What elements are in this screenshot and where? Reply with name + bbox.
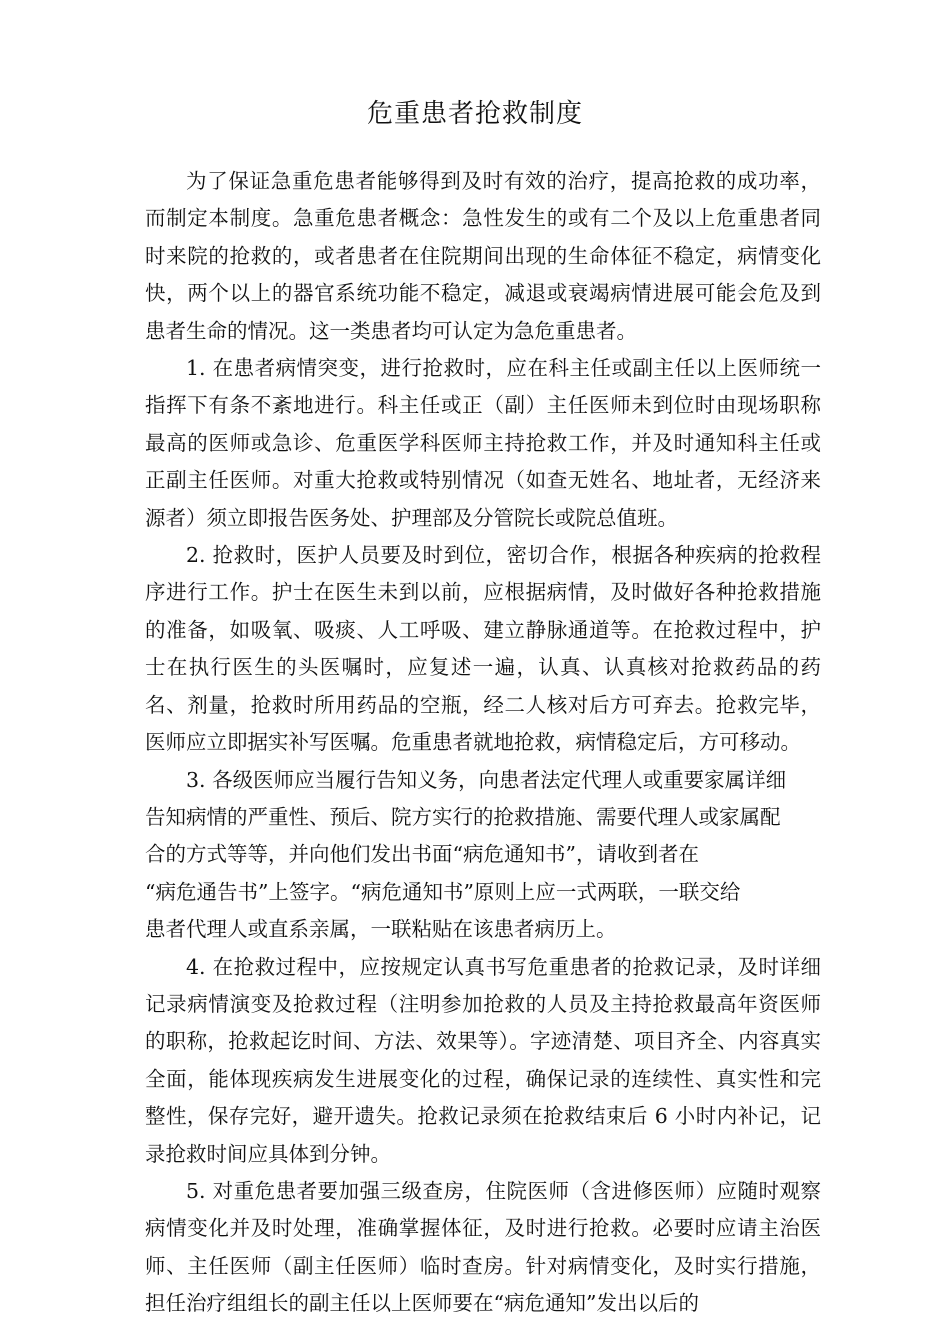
rule-3-line-2: 告知病情的严重性、预后、院方实行的抢救措施、需要代理人或家属配	[145, 804, 781, 829]
document-body	[145, 163, 821, 1323]
intro-paragraph: 为了保证急重危患者能够得到及时有效的治疗，提高抢救的成功率，而制定本制度。急重危患者概念：急性发生的或有二个及以上危重患者同时来院的抢救的，或者患者在住院期间出现的生命体征不稳定，病情变化快，两个以上的器官系统功能不稳定，减退或衰竭病情进展可能会危及到患者生命的情况。这一类患者均可认定为急危重患者。	[145, 169, 821, 343]
rule-5-paragraph: 5. 对重危患者要加强三级查房，住院医师（含进修医师）应随时观察病情变化并及时处理，准确掌握体征，及时进行抢救。必要时应请主治医师、主任医师（副主任医师）临时查房。针对病情变化，及时实行措施，担任治疗组组长的副主任以上医师要在“病危通知”发出以后的	[145, 1178, 821, 1316]
rule-3-line-3: 合的方式等等，并向他们发出书面“病危通知书”，请收到者在	[145, 842, 699, 867]
rule-3-paragraph	[145, 762, 821, 949]
rule-3-line-1: 3. 各级医师应当履行告知义务，向患者法定代理人或重要家属详细	[186, 767, 787, 792]
document-title: 危重患者抢救制度	[366, 99, 583, 129]
rule-4-paragraph: 4. 在抢救过程中，应按规定认真书写危重患者的抢救记录，及时详细记录病情演变及抢救过程（注明参加抢救的人员及主持抢救最高年资医师的职称，抢救起讫时间、方法、效果等）。字迹清楚、项目齐全、内容真实全面，能体现疾病发生进展变化的过程，确保记录的连续性、真实性和完整性，保存完好，避开遗失。抢救记录须在抢救结束后 6 小时内补记，记录抢救时间应具体到分钟。	[145, 954, 821, 1166]
rule-1-paragraph: 1. 在患者病情突变，进行抢救时，应在科主任或副主任以上医师统一指挥下有条不紊地进行。科主任或正（副）主任医师未到位时由现场职称最高的医师或急诊、危重医学科医师主持抢救工作，并及时通知科主任或正副主任医师。对重大抢救或特别情况（如查无姓名、地址者，无经济来源者）须立即报告医务处、护理部及分管院长或院总值班。	[145, 356, 821, 530]
rule-3-line-5: 患者代理人或直系亲属，一联粘贴在该患者病历上。	[145, 917, 617, 942]
rule-2-paragraph: 2. 抢救时，医护人员要及时到位，密切合作，根据各种疾病的抢救程序进行工作。护士在医生未到以前，应根据病情，及时做好各种抢救措施的准备，如吸氧、吸痰、人工呼吸、建立静脉通道等。在抢救过程中，护士在执行医生的头医嘱时，应复述一遍，认真、认真核对抢救药品的药名、剂量，抢救时所用药品的空瓶，经二人核对后方可弃去。抢救完毕，医师应立即据实补写医嘱。危重患者就地抢救，病情稳定后，方可移动。	[145, 543, 821, 755]
rule-3-line-4: “病危通告书”上签字。“病危通知书”原则上应一式两联，一联交给	[145, 879, 741, 904]
